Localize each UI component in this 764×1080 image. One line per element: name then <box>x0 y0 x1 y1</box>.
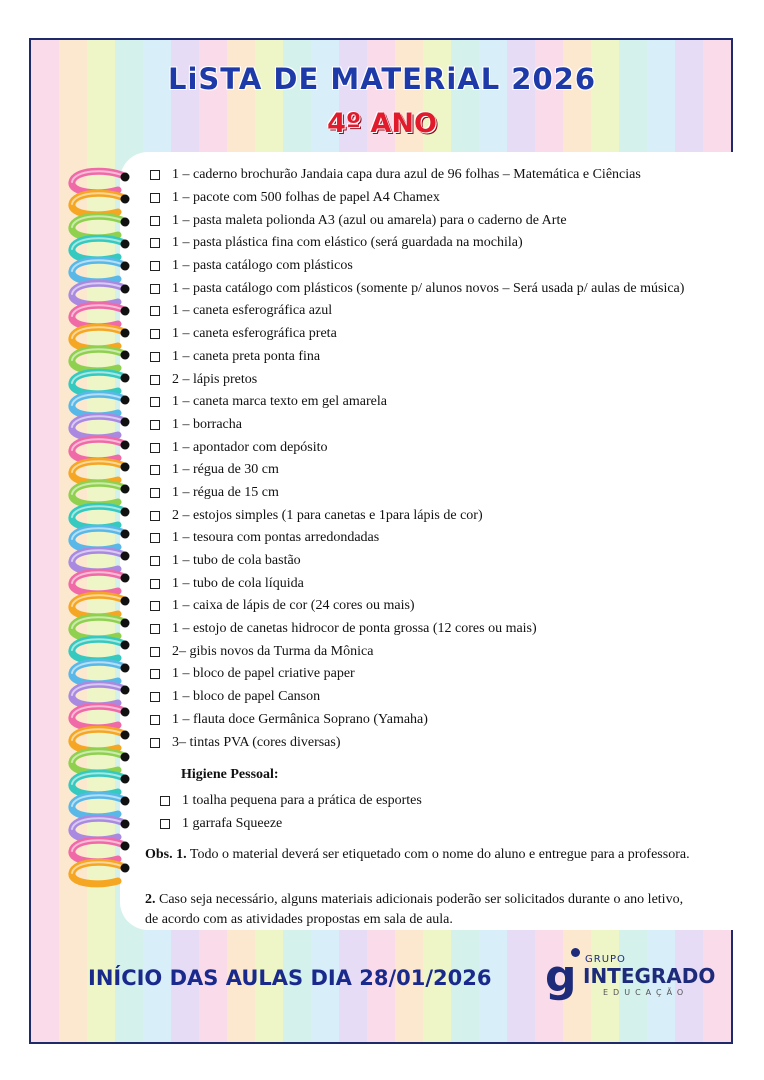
hygiene-item <box>160 789 422 812</box>
list-item-text: 1 – caderno brochurão Jandaia capa dura azul de 96 folhas – Matemática e Ciências <box>172 167 641 183</box>
list-item <box>150 504 684 527</box>
list-item-text: 1 – caneta marca texto em gel amarela <box>172 394 387 410</box>
note-2-label: 2. <box>145 892 156 907</box>
checkbox-icon <box>150 306 160 316</box>
checkbox-icon <box>150 238 160 248</box>
note-2-text: Caso seja necessário, alguns materiais adicionais poderão ser solicitados durante o ano letivo, de acordo com as atividades propostas em sala de aula. <box>145 892 684 927</box>
hygiene-item <box>160 812 422 835</box>
list-item-text: 1 – caneta preta ponta fina <box>172 348 321 364</box>
list-item <box>150 368 684 391</box>
list-item <box>150 164 684 187</box>
list-item-text: 1 – pasta catálogo com plásticos <box>172 258 353 274</box>
list-item <box>150 527 684 550</box>
note-1 <box>145 845 690 865</box>
start-date-banner: INÍCIO DAS AULAS DIA 28/01/2026 <box>88 966 492 990</box>
checkbox-icon <box>160 796 170 806</box>
list-item <box>150 595 684 618</box>
checkbox-icon <box>150 556 160 566</box>
checkbox-icon <box>150 738 160 748</box>
list-item-text: 1 – pacote com 500 folhas de papel A4 Chamex <box>172 190 440 206</box>
checkbox-icon <box>150 533 160 543</box>
hygiene-item-text: 1 garrafa Squeeze <box>182 815 283 831</box>
list-item-text: 1 – flauta doce Germânica Soprano (Yamaha) <box>172 711 428 727</box>
list-item-text: 1 – bloco de papel Canson <box>172 689 321 705</box>
checkbox-icon <box>150 601 160 611</box>
note-1-text: Todo o material deverá ser etiquetado com o nome do aluno e entregue para a professora. <box>186 847 690 862</box>
list-item <box>150 232 684 255</box>
list-item <box>150 346 684 369</box>
checkbox-icon <box>150 443 160 453</box>
checkbox-icon <box>150 261 160 271</box>
list-item-text: 1 – tubo de cola bastão <box>172 553 301 569</box>
logo-letter: g <box>545 951 577 1002</box>
spiral-ring-icon <box>66 857 132 893</box>
list-item-text: 1 – régua de 30 cm <box>172 462 279 478</box>
list-item <box>150 209 684 232</box>
checkbox-icon <box>150 193 160 203</box>
list-item <box>150 187 684 210</box>
list-item-text: 3– tintas PVA (cores diversas) <box>172 734 341 750</box>
list-item <box>150 482 684 505</box>
page-title: LiSTA DE MATERiAL 2026 <box>168 62 596 96</box>
grupo-integrado-logo <box>545 948 715 1008</box>
list-item-text: 1 – estojo de canetas hidrocor de ponta grossa (12 cores ou mais) <box>172 621 537 637</box>
checkbox-icon <box>150 352 160 362</box>
list-item <box>150 436 684 459</box>
list-item-text: 2 – lápis pretos <box>172 371 258 387</box>
list-item <box>150 391 684 414</box>
list-item <box>150 618 684 641</box>
list-item-text: 1 – caneta esferográfica azul <box>172 303 333 319</box>
list-item-text: 2– gibis novos da Turma da Mônica <box>172 643 374 659</box>
checkbox-icon <box>150 375 160 385</box>
list-item-text: 2 – estojos simples (1 para canetas e 1para lápis de cor) <box>172 507 483 523</box>
checkbox-icon <box>150 329 160 339</box>
list-item-text: 1 – pasta maleta polionda A3 (azul ou amarela) para o caderno de Arte <box>172 212 567 228</box>
list-item <box>150 300 684 323</box>
checkbox-icon <box>150 511 160 521</box>
list-item <box>150 686 684 709</box>
checkbox-icon <box>150 624 160 634</box>
list-item <box>150 663 684 686</box>
note-2 <box>145 890 690 930</box>
logo-name: INTEGRADO <box>583 964 716 988</box>
list-item <box>150 640 684 663</box>
grade-title: 4º ANO <box>327 108 437 139</box>
list-item <box>150 323 684 346</box>
list-item <box>150 572 684 595</box>
list-item-text: 1 – apontador com depósito <box>172 439 328 455</box>
hygiene-title: Higiene Pessoal: <box>181 767 279 782</box>
checkbox-icon <box>150 170 160 180</box>
checkbox-icon <box>150 465 160 475</box>
checkbox-icon <box>150 579 160 589</box>
list-item-text: 1 – pasta plástica fina com elástico (será guardada na mochila) <box>172 235 523 251</box>
list-item-text: 1 – caneta esferográfica preta <box>172 326 337 342</box>
list-item <box>150 277 684 300</box>
list-item-text: 1 – borracha <box>172 416 242 432</box>
checkbox-icon <box>150 216 160 226</box>
material-list <box>150 164 684 754</box>
hygiene-item-text: 1 toalha pequena para a prática de esportes <box>182 792 422 808</box>
list-item-text: 1 – caixa de lápis de cor (24 cores ou mais) <box>172 598 415 614</box>
list-item <box>150 731 684 754</box>
list-item-text: 1 – tesoura com pontas arredondadas <box>172 530 380 546</box>
list-item-text: 1 – pasta catálogo com plásticos (somente p/ alunos novos – Será usada p/ aulas de música) <box>172 280 685 296</box>
checkbox-icon <box>150 692 160 702</box>
checkbox-icon <box>160 819 170 829</box>
checkbox-icon <box>150 397 160 407</box>
checkbox-icon <box>150 715 160 725</box>
checkbox-icon <box>150 488 160 498</box>
list-item-text: 1 – régua de 15 cm <box>172 484 279 500</box>
checkbox-icon <box>150 284 160 294</box>
list-item <box>150 709 684 732</box>
checkbox-icon <box>150 669 160 679</box>
list-item-text: 1 – tubo de cola líquida <box>172 575 304 591</box>
list-item-text: 1 – bloco de papel criative paper <box>172 666 355 682</box>
checkbox-icon <box>150 420 160 430</box>
checkbox-icon <box>150 647 160 657</box>
logo-group: GRUPO <box>585 954 626 965</box>
logo-sub: EDUCAÇÃO <box>603 988 689 997</box>
list-item <box>150 459 684 482</box>
list-item <box>150 255 684 278</box>
list-item <box>150 550 684 573</box>
hygiene-list <box>160 789 422 835</box>
list-item <box>150 414 684 437</box>
note-1-label: Obs. 1. <box>145 847 187 862</box>
